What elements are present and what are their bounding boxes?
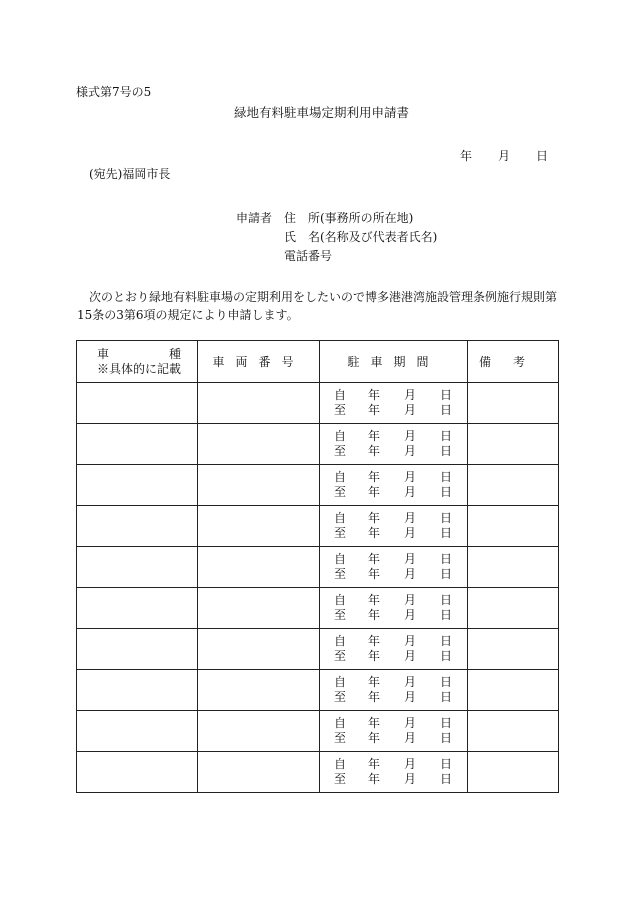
parking-period-cell[interactable] bbox=[320, 547, 468, 588]
period-to-line bbox=[334, 608, 467, 624]
period-from-line bbox=[334, 716, 467, 732]
period-year-label: 年 bbox=[368, 469, 381, 484]
period-day-label: 日 bbox=[440, 403, 453, 417]
table-row bbox=[77, 711, 559, 752]
applicant-phone-row bbox=[236, 249, 437, 268]
table-row bbox=[77, 506, 559, 547]
period-day-label: 日 bbox=[440, 551, 453, 566]
table-row bbox=[77, 465, 559, 506]
period-day-label: 日 bbox=[440, 756, 453, 771]
period-year-label: 年 bbox=[368, 485, 381, 499]
header-vehicle-number: 車両番号 bbox=[198, 341, 320, 383]
period-from-line bbox=[334, 757, 467, 773]
period-month-label: 月 bbox=[404, 469, 417, 484]
header-vehicle-type-note: ※具体的に記載 bbox=[97, 361, 182, 376]
period-day-label: 日 bbox=[440, 469, 453, 484]
period-year-label: 年 bbox=[368, 731, 381, 745]
vehicle-number-cell[interactable] bbox=[198, 465, 320, 506]
period-day-label: 日 bbox=[440, 592, 453, 607]
period-year-label: 年 bbox=[368, 715, 381, 730]
remarks-cell[interactable] bbox=[468, 547, 559, 588]
vehicle-number-cell[interactable] bbox=[198, 424, 320, 465]
period-from-label: 自 bbox=[334, 633, 347, 648]
vehicle-type-cell[interactable] bbox=[77, 547, 198, 588]
vehicle-type-cell[interactable] bbox=[77, 752, 198, 793]
period-day-label: 日 bbox=[440, 510, 453, 525]
period-year-label: 年 bbox=[368, 526, 381, 540]
period-year-label: 年 bbox=[368, 567, 381, 581]
period-day-label: 日 bbox=[440, 428, 453, 443]
period-from-line bbox=[334, 634, 467, 650]
period-to-line bbox=[334, 690, 467, 706]
table-body bbox=[77, 383, 559, 793]
vehicle-number-cell[interactable] bbox=[198, 588, 320, 629]
vehicle-number-cell[interactable] bbox=[198, 629, 320, 670]
table-row bbox=[77, 752, 559, 793]
period-to-label: 至 bbox=[334, 772, 347, 786]
period-month-label: 月 bbox=[404, 567, 417, 581]
period-to-line bbox=[334, 403, 467, 419]
parking-period-cell[interactable] bbox=[320, 383, 468, 424]
remarks-cell[interactable] bbox=[468, 465, 559, 506]
period-to-label: 至 bbox=[334, 526, 347, 540]
period-year-label: 年 bbox=[368, 403, 381, 417]
period-year-label: 年 bbox=[368, 756, 381, 771]
period-month-label: 月 bbox=[404, 510, 417, 525]
period-month-label: 月 bbox=[404, 428, 417, 443]
period-month-label: 月 bbox=[404, 592, 417, 607]
period-day-label: 日 bbox=[440, 772, 453, 786]
body-text-container bbox=[77, 288, 567, 324]
period-to-label: 至 bbox=[334, 444, 347, 458]
header-vehicle-type: 車 種 ※具体的に記載 bbox=[77, 341, 198, 383]
period-year-label: 年 bbox=[368, 444, 381, 458]
period-from-label: 自 bbox=[334, 510, 347, 525]
applicant-name-row bbox=[236, 230, 437, 249]
vehicle-type-cell[interactable] bbox=[77, 424, 198, 465]
period-to-line bbox=[334, 485, 467, 501]
form-number: 様式第7号の5 bbox=[76, 85, 152, 99]
parking-period-cell[interactable] bbox=[320, 670, 468, 711]
remarks-cell[interactable] bbox=[468, 670, 559, 711]
period-month-label: 月 bbox=[404, 731, 417, 745]
period-month-label: 月 bbox=[404, 633, 417, 648]
vehicle-number-cell[interactable] bbox=[198, 670, 320, 711]
period-to-label: 至 bbox=[334, 731, 347, 745]
remarks-cell[interactable] bbox=[468, 424, 559, 465]
body-text: 次のとおり緑地有料駐車場の定期利用をしたいので博多港港湾施設管理条例施行規則第15条の3第6項の規定により申請します。 bbox=[77, 290, 558, 322]
period-day-label: 日 bbox=[440, 387, 453, 402]
table-row bbox=[77, 424, 559, 465]
remarks-cell[interactable] bbox=[468, 506, 559, 547]
period-to-label: 至 bbox=[334, 403, 347, 417]
table-header-row bbox=[77, 341, 559, 383]
date-day-label: 日 bbox=[536, 149, 549, 163]
period-to-line bbox=[334, 731, 467, 747]
period-year-label: 年 bbox=[368, 510, 381, 525]
period-from-label: 自 bbox=[334, 469, 347, 484]
parking-period-cell[interactable] bbox=[320, 424, 468, 465]
vehicle-number-cell[interactable] bbox=[198, 547, 320, 588]
period-year-label: 年 bbox=[368, 551, 381, 566]
period-to-line bbox=[334, 772, 467, 788]
period-from-line bbox=[334, 675, 467, 691]
period-month-label: 月 bbox=[404, 756, 417, 771]
period-month-label: 月 bbox=[404, 649, 417, 663]
table-row bbox=[77, 547, 559, 588]
header-parking-period: 駐車期間 bbox=[320, 341, 468, 383]
applicant-phone-label: 電話番号 bbox=[284, 249, 333, 263]
header-remarks: 備考 bbox=[468, 341, 559, 383]
date-month-label: 月 bbox=[498, 149, 511, 163]
period-from-label: 自 bbox=[334, 592, 347, 607]
vehicle-type-cell[interactable] bbox=[77, 629, 198, 670]
period-from-label: 自 bbox=[334, 387, 347, 402]
vehicle-type-cell[interactable] bbox=[77, 506, 198, 547]
period-day-label: 日 bbox=[440, 715, 453, 730]
period-from-label: 自 bbox=[334, 551, 347, 566]
period-month-label: 月 bbox=[404, 674, 417, 689]
remarks-cell[interactable] bbox=[468, 711, 559, 752]
period-month-label: 月 bbox=[404, 608, 417, 622]
period-day-label: 日 bbox=[440, 608, 453, 622]
addressee: (宛先)福岡市長 bbox=[89, 167, 171, 181]
period-day-label: 日 bbox=[440, 731, 453, 745]
applicant-block bbox=[236, 211, 437, 268]
period-month-label: 月 bbox=[404, 485, 417, 499]
period-to-label: 至 bbox=[334, 649, 347, 663]
parking-period-cell[interactable] bbox=[320, 588, 468, 629]
vehicle-number-cell[interactable] bbox=[198, 752, 320, 793]
period-year-label: 年 bbox=[368, 608, 381, 622]
period-year-label: 年 bbox=[368, 690, 381, 704]
vehicle-number-cell[interactable] bbox=[198, 711, 320, 752]
period-year-label: 年 bbox=[368, 649, 381, 663]
parking-period-cell[interactable] bbox=[320, 465, 468, 506]
vehicle-type-cell[interactable] bbox=[77, 383, 198, 424]
period-year-label: 年 bbox=[368, 387, 381, 402]
period-month-label: 月 bbox=[404, 551, 417, 566]
vehicle-number-cell[interactable] bbox=[198, 383, 320, 424]
period-to-label: 至 bbox=[334, 485, 347, 499]
applicant-name-label: 氏 名(名称及び代表者氏名) bbox=[284, 230, 438, 244]
period-month-label: 月 bbox=[404, 444, 417, 458]
period-from-line bbox=[334, 511, 467, 527]
remarks-cell[interactable] bbox=[468, 588, 559, 629]
period-to-label: 至 bbox=[334, 608, 347, 622]
period-day-label: 日 bbox=[440, 444, 453, 458]
period-year-label: 年 bbox=[368, 592, 381, 607]
vehicle-type-cell[interactable] bbox=[77, 670, 198, 711]
applicant-label: 申請者 bbox=[236, 211, 273, 225]
period-from-line bbox=[334, 429, 467, 445]
date-year-label: 年 bbox=[460, 149, 473, 163]
parking-period-cell[interactable] bbox=[320, 711, 468, 752]
period-month-label: 月 bbox=[404, 526, 417, 540]
vehicle-type-cell[interactable] bbox=[77, 711, 198, 752]
period-from-line bbox=[334, 388, 467, 404]
applicant-address-row bbox=[236, 211, 437, 230]
form-title: 緑地有料駐車場定期利用申請書 bbox=[234, 105, 410, 120]
period-year-label: 年 bbox=[368, 428, 381, 443]
applicant-address-label: 住 所(事務所の所在地) bbox=[284, 211, 414, 225]
period-day-label: 日 bbox=[440, 485, 453, 499]
period-day-label: 日 bbox=[440, 690, 453, 704]
remarks-cell[interactable] bbox=[468, 752, 559, 793]
period-to-label: 至 bbox=[334, 567, 347, 581]
period-from-label: 自 bbox=[334, 674, 347, 689]
period-from-line bbox=[334, 552, 467, 568]
period-to-line bbox=[334, 526, 467, 542]
period-to-line bbox=[334, 567, 467, 583]
table-row bbox=[77, 383, 559, 424]
period-month-label: 月 bbox=[404, 403, 417, 417]
period-month-label: 月 bbox=[404, 715, 417, 730]
vehicle-type-cell[interactable] bbox=[77, 465, 198, 506]
period-year-label: 年 bbox=[368, 633, 381, 648]
period-day-label: 日 bbox=[440, 674, 453, 689]
table-row bbox=[77, 670, 559, 711]
period-to-label: 至 bbox=[334, 690, 347, 704]
remarks-cell[interactable] bbox=[468, 629, 559, 670]
period-year-label: 年 bbox=[368, 772, 381, 786]
period-year-label: 年 bbox=[368, 674, 381, 689]
period-from-line bbox=[334, 470, 467, 486]
period-day-label: 日 bbox=[440, 567, 453, 581]
period-month-label: 月 bbox=[404, 387, 417, 402]
parking-period-cell[interactable] bbox=[320, 752, 468, 793]
period-day-label: 日 bbox=[440, 526, 453, 540]
period-from-label: 自 bbox=[334, 715, 347, 730]
period-from-line bbox=[334, 593, 467, 609]
period-to-line bbox=[334, 649, 467, 665]
table-row bbox=[77, 588, 559, 629]
period-from-label: 自 bbox=[334, 756, 347, 771]
table-row bbox=[77, 629, 559, 670]
vehicle-number-cell[interactable] bbox=[198, 506, 320, 547]
remarks-cell[interactable] bbox=[468, 383, 559, 424]
period-day-label: 日 bbox=[440, 649, 453, 663]
vehicle-table bbox=[76, 340, 559, 793]
period-from-label: 自 bbox=[334, 428, 347, 443]
period-to-line bbox=[334, 444, 467, 460]
period-month-label: 月 bbox=[404, 772, 417, 786]
parking-period-cell[interactable] bbox=[320, 629, 468, 670]
vehicle-type-cell[interactable] bbox=[77, 588, 198, 629]
period-day-label: 日 bbox=[440, 633, 453, 648]
parking-period-cell[interactable] bbox=[320, 506, 468, 547]
period-month-label: 月 bbox=[404, 690, 417, 704]
date-line bbox=[460, 149, 548, 163]
